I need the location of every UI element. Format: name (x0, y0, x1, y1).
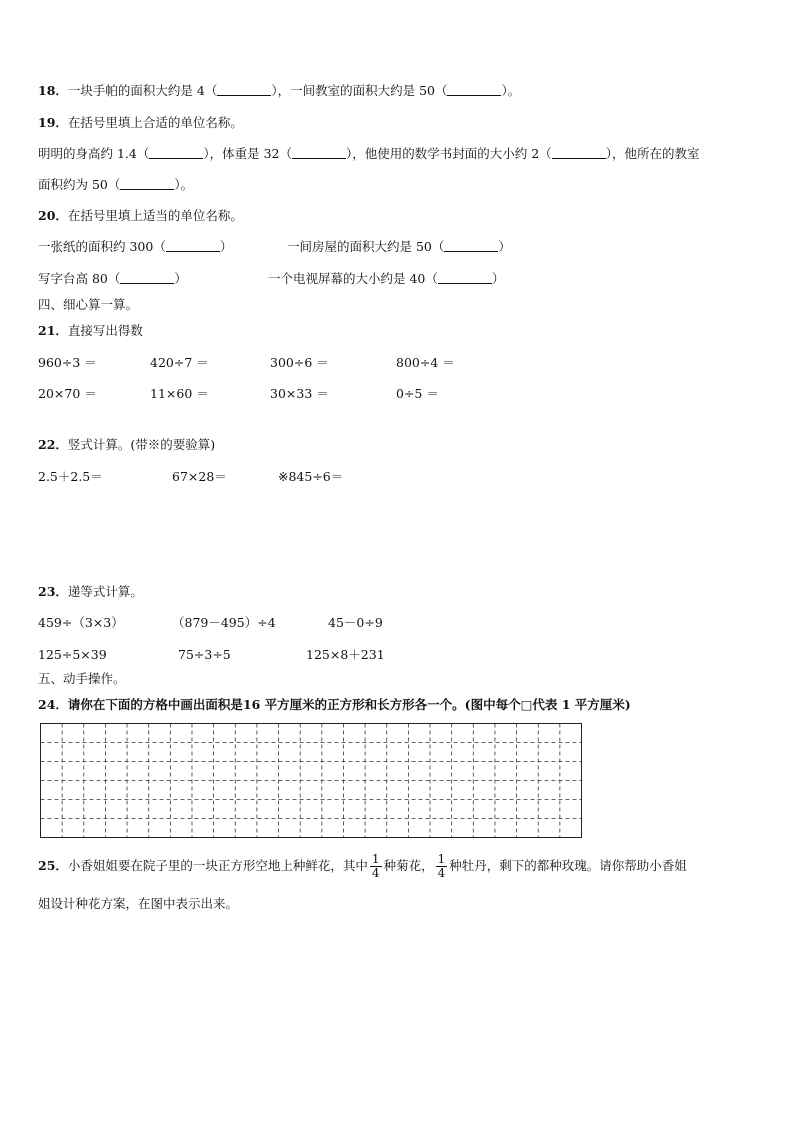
q23-title-line (38, 583, 143, 601)
q20-blank-c[interactable] (120, 271, 174, 284)
q18-text-3: ）。 (501, 83, 521, 98)
q19-text-e: 面积约为 50（ (38, 177, 121, 192)
q25-fraction-2 (436, 853, 448, 880)
q25-frac1-den: 4 (371, 866, 380, 880)
q23-r2-c3: 125×8＋231 (306, 647, 385, 662)
q21-r1-c4: 800÷4 ＝ (396, 355, 455, 370)
q25-text-3: 种牡丹，剩下的都种玫瑰。请你帮助小香姐 (449, 858, 687, 873)
q23-title: 递等式计算。 (67, 584, 143, 599)
q19-title: 在括号里填上合适的单位名称。 (67, 115, 243, 130)
q21-r1-c2: 420÷7 ＝ (150, 355, 209, 370)
q23-r2-c1: 125÷5×39 (38, 647, 107, 662)
q19-blank-3[interactable] (552, 146, 606, 159)
q20-close-b: ） (498, 239, 511, 254)
q21-r1-c3: 300÷6 ＝ (270, 355, 329, 370)
q23-r1-c1: 459÷（3×3） (38, 615, 124, 630)
q22-item-3: ※845÷6＝ (278, 469, 344, 484)
q20-text-c: 写字台高 80（ (38, 271, 121, 286)
q18-line (38, 82, 520, 100)
q25-frac2-den: 4 (437, 866, 446, 880)
q23-r1-c2: （879－495）÷4 (172, 615, 276, 630)
q20-item-d (268, 270, 504, 288)
q20-title-line (38, 207, 243, 225)
q19-blank-4[interactable] (120, 177, 174, 190)
q19-line-2 (38, 176, 193, 194)
section-4-heading: 四、细心算一算。 (38, 297, 139, 312)
q19-line-1 (38, 145, 699, 163)
q21-title-line (38, 322, 143, 340)
q18-blank-1[interactable] (217, 83, 271, 96)
q22-number: 22． (38, 437, 68, 452)
q22-title: 竖式计算。(带※的要验算) (67, 437, 216, 452)
q23-r2-c2: 75÷3÷5 (178, 647, 231, 662)
q24-number: 24． (38, 697, 68, 712)
grid-border (41, 724, 582, 838)
q23-number: 23． (38, 584, 68, 599)
q25-line-1 (38, 849, 687, 883)
q18-text-1: 一块手帕的面积大约是 4（ (67, 83, 218, 98)
q19-title-line (38, 114, 243, 132)
q25-text-1: 小香姐姐要在院子里的一块正方形空地上种鲜花，其中 (67, 858, 368, 873)
q19-text-a: 明明的身高约 1.4（ (38, 146, 150, 161)
q20-blank-b[interactable] (444, 239, 498, 252)
q19-number: 19． (38, 115, 68, 130)
q18-text-2: ），一间教室的面积大约是 50（ (271, 83, 448, 98)
q21-r2-c1: 20×70 ＝ (38, 386, 97, 401)
q22-item-1: 2.5＋2.5＝ (38, 469, 103, 484)
q20-close-a: ） (219, 239, 233, 254)
q18-number: 18． (38, 83, 68, 98)
q19-text-d: ），他所在的教室 (605, 146, 700, 161)
q19-text-b: ），体重是 32（ (203, 146, 292, 161)
q21-number: 21． (38, 323, 68, 338)
q25-line-2: 姐设计种花方案，在图中表示出来。 (38, 896, 239, 911)
q21-r1-c1: 960÷3 ＝ (38, 355, 97, 370)
q18-blank-2[interactable] (447, 83, 501, 96)
q20-blank-d[interactable] (438, 271, 492, 284)
q25-frac2-num: 1 (437, 852, 446, 866)
q25-text-2: 种菊花， (383, 858, 434, 873)
q19-text-c: ），他使用的数学书封面的大小约 2（ (346, 146, 552, 161)
q21-r2-c3: 30×33 ＝ (270, 386, 329, 401)
q20-text-b: 一间房屋的面积大约是 50（ (287, 239, 445, 254)
q25-fraction-1 (370, 853, 382, 880)
q20-item-b (287, 238, 511, 256)
q21-r2-c2: 11×60 ＝ (150, 386, 209, 401)
q20-item-a (38, 238, 232, 256)
q20-close-d: ） (491, 271, 505, 286)
q20-blank-a[interactable] (166, 239, 220, 252)
q20-item-c (38, 270, 187, 288)
q25-frac1-num: 1 (371, 852, 380, 866)
q19-blank-1[interactable] (149, 146, 203, 159)
q20-text-a: 一张纸的面积约 300（ (38, 239, 166, 254)
q19-blank-2[interactable] (292, 146, 346, 159)
q20-title: 在括号里填上适当的单位名称。 (67, 208, 243, 223)
q24-line (38, 696, 631, 714)
q23-r1-c3: 45－0÷9 (328, 615, 383, 630)
q22-title-line (38, 436, 215, 454)
q24-text: 请你在下面的方格中画出面积是16 平方厘米的正方形和长方形各一个。(图中每个□代表 1 平方厘米) (67, 697, 631, 712)
section-5-heading: 五、动手操作。 (38, 671, 126, 686)
q21-title: 直接写出得数 (67, 323, 143, 338)
q24-square-grid[interactable] (40, 723, 584, 841)
q22-item-2: 67×28＝ (172, 469, 227, 484)
q21-r2-c4: 0÷5 ＝ (396, 386, 439, 401)
q25-number: 25． (38, 858, 68, 873)
q20-close-c: ） (174, 271, 187, 286)
q19-text-f: ）。 (174, 177, 194, 192)
q20-number: 20． (38, 208, 68, 223)
q20-text-d: 一个电视屏幕的大小约是 40（ (268, 271, 438, 286)
